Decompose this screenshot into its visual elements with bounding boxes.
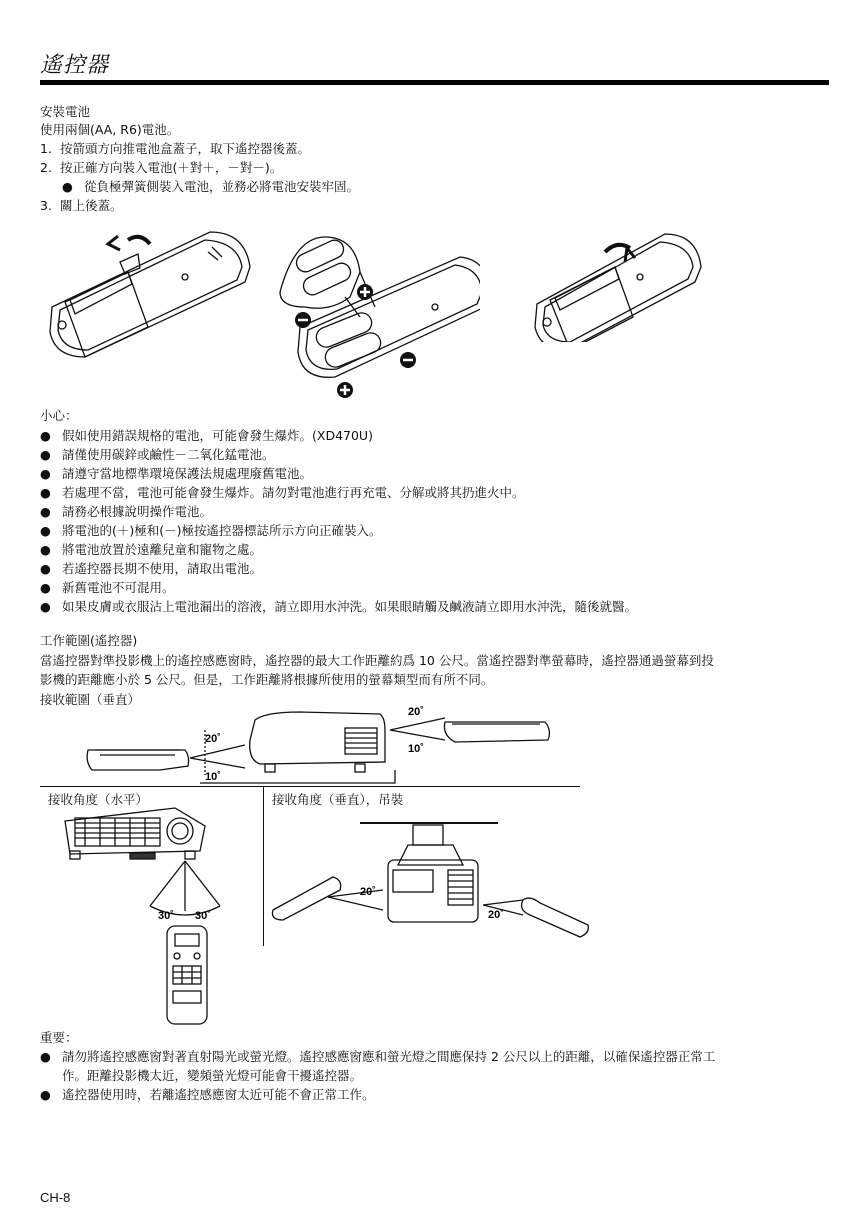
- sub-bullet-text: 從負極彈簧側裝入電池，並務必將電池安裝牢固。: [84, 179, 360, 194]
- page-number: CH-8: [40, 1190, 71, 1205]
- bullet-dot: ●: [40, 466, 51, 481]
- important-item-continued: 作。距離投影機太近，變頻螢光燈可能會干擾遙控器。: [62, 1068, 363, 1083]
- ceiling-bracket-illustration: [398, 825, 463, 865]
- remote-side-illustration: [522, 898, 589, 937]
- ceiling-mount-diagram: [268, 815, 598, 945]
- caution-text: 將電池放置於遠離兒童和寵物之處。: [62, 542, 263, 557]
- bullet-dot: ●: [40, 542, 51, 557]
- horizontal-angle-label: 接收角度（水平）: [48, 792, 149, 807]
- battery-sub-bullet: [62, 179, 359, 195]
- angle-label-20: 20˚: [488, 909, 504, 921]
- important-item: [40, 1049, 715, 1065]
- caution-text: 若遙控器長期不使用，請取出電池。: [62, 561, 263, 576]
- remote-side-illustration: [87, 750, 188, 770]
- caution-text: 如果皮膚或衣服沾上電池漏出的溶液，請立即用水沖洗。如果眼睛觸及鹹液請立即用水沖洗，隨後就醫。: [62, 599, 638, 614]
- step-text: 按正確方向裝入電池(＋對＋，－對－)。: [60, 160, 283, 175]
- caution-text: 請僅使用碳鋅或鹼性－二氧化錳電池。: [62, 447, 275, 462]
- bullet-dot: ●: [40, 561, 51, 576]
- page-title: 遙控器: [40, 53, 110, 78]
- step-number: 1.: [40, 141, 52, 156]
- step-number: 2.: [40, 160, 52, 175]
- caution-text: 請務必根據說明操作電池。: [62, 504, 213, 519]
- important-item: [40, 1087, 375, 1103]
- range-paragraph-line-2: 影機的距離應小於 5 公尺。但是，工作距離將根據所使用的螢幕類型而有所不同。: [40, 672, 494, 687]
- vertical-range-label: 接收範圍（垂直）: [40, 692, 141, 707]
- battery-intro: 使用兩個(AA, R6)電池。: [40, 122, 180, 137]
- caution-item: [40, 447, 275, 463]
- diagram-divider: [263, 786, 264, 946]
- caution-item: [40, 599, 637, 615]
- caution-item: [40, 561, 262, 577]
- angle-label-30: 30˚: [158, 910, 174, 922]
- caution-item: [40, 504, 212, 520]
- caution-item: [40, 580, 175, 596]
- caution-text: 若處理不當，電池可能會發生爆炸。請勿對電池進行再充電、分解或將其扔進火中。: [62, 485, 525, 500]
- remote-top-illustration: [167, 926, 207, 1024]
- important-heading: 重要：: [40, 1030, 78, 1045]
- remote-side-illustration: [444, 722, 549, 742]
- step-text: 按箭頭方向推電池盒蓋子，取下遙控器後蓋。: [60, 141, 311, 156]
- angle-label-20: 20˚: [205, 733, 221, 745]
- title-rule: [40, 80, 829, 85]
- projector-ceiling-illustration: [388, 860, 478, 922]
- battery-step-3: [40, 198, 123, 214]
- horizontal-angle-diagram: [55, 806, 260, 1031]
- angle-label-10: 10˚: [205, 771, 221, 783]
- battery-heading: 安裝電池: [40, 104, 91, 119]
- remote-battery-insert-illustration: [280, 237, 480, 377]
- remote-side-illustration: [272, 877, 340, 920]
- range-paragraph-line-1: 當遙控器對準投影機上的遙控感應窗時，遙控器的最大工作距離約爲 10 公尺。當遙控器對準螢幕時，遙控器通過螢幕到投: [40, 653, 714, 668]
- caution-item: [40, 485, 525, 501]
- bullet-dot: ●: [40, 428, 51, 443]
- caution-item: [40, 542, 262, 558]
- caution-item: [40, 466, 312, 482]
- projector-front-illustration: [65, 808, 205, 859]
- vertical-range-diagram: [40, 700, 580, 788]
- bullet-dot: ●: [40, 1087, 51, 1102]
- projector-side-illustration: [250, 712, 385, 772]
- caution-item: [40, 523, 382, 539]
- caution-heading: 小心：: [40, 408, 78, 423]
- bullet-dot: ●: [40, 504, 51, 519]
- caution-item: [40, 428, 373, 444]
- bullet-dot: ●: [40, 1049, 51, 1064]
- caution-text: 將電池的(＋)極和(－)極按遙控器標誌所示方向正確裝入。: [62, 523, 382, 538]
- remote-back-open-illustration: [50, 232, 250, 357]
- remote-back-close-illustration: [525, 222, 725, 342]
- angle-label-20: 20˚: [360, 886, 376, 898]
- battery-step-1: [40, 141, 310, 157]
- bullet-dot: ●: [40, 523, 51, 538]
- angle-label-30: 30˚: [195, 910, 211, 922]
- range-heading: 工作範圍(遙控器): [40, 633, 138, 648]
- caution-text: 新舊電池不可混用。: [62, 580, 175, 595]
- bullet-dot: ●: [40, 599, 51, 614]
- angle-label-10: 10˚: [408, 743, 424, 755]
- ceiling-angle-label: 接收角度（垂直），吊裝: [272, 792, 404, 807]
- caution-text: 請遵守當地標準環境保護法規處理廢舊電池。: [62, 466, 313, 481]
- diagram-divider: [40, 786, 580, 787]
- bullet-dot: ●: [40, 580, 51, 595]
- bullet-dot: ●: [40, 485, 51, 500]
- important-text: 遙控器使用時，若離遙控感應窗太近可能不會正常工作。: [62, 1087, 375, 1102]
- angle-label-20: 20˚: [408, 706, 424, 718]
- step-text: 關上後蓋。: [60, 198, 123, 213]
- step-number: 3.: [40, 198, 52, 213]
- important-text: 請勿將遙控感應窗對著直射陽光或螢光燈。遙控感應窗應和螢光燈之間應保持 2 公尺以上的距離，以確保遙控器正常工: [62, 1049, 716, 1064]
- caution-text: 假如使用錯誤規格的電池，可能會發生爆炸。(XD470U): [62, 428, 373, 443]
- bullet-dot: ●: [40, 447, 51, 462]
- battery-step-2: [40, 160, 282, 176]
- battery-illustrations: [40, 222, 480, 402]
- bullet-dot: ●: [62, 179, 73, 194]
